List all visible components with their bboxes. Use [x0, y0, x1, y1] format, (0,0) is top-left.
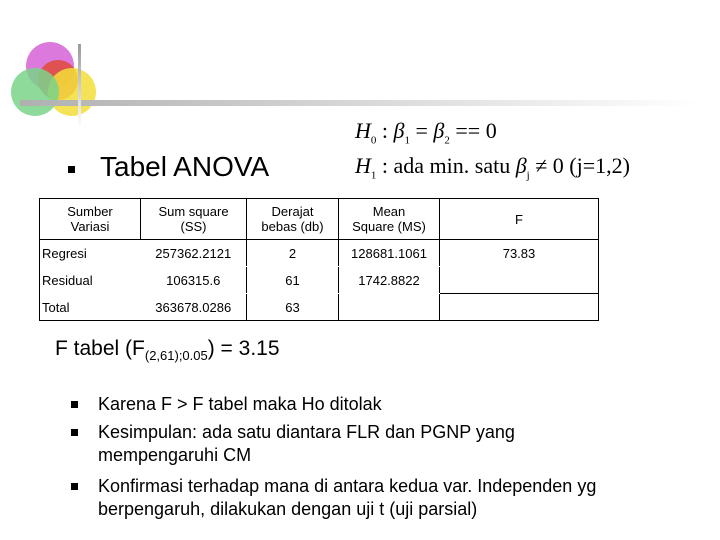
- anova-table: [39, 198, 599, 321]
- row-ms: 128681.1061: [339, 240, 440, 267]
- table-row: [40, 240, 599, 267]
- hypothesis-h1: $H_1$ : ada min. satu $\beta_j \ne 0$ (j=1,2): [355, 153, 630, 182]
- title-bullet-icon: [68, 166, 75, 173]
- header-f: F: [440, 199, 599, 240]
- row-f: [440, 267, 599, 294]
- row-ss: 257362.2121: [155, 245, 232, 261]
- row-ms: 1742.8822: [339, 267, 440, 294]
- slide-decoration: [0, 0, 720, 130]
- row-db: 2: [247, 240, 339, 267]
- hypothesis-h0: $H_0$ : $\beta_1 = \beta_2 == 0$: [355, 118, 497, 147]
- bullet-icon: [71, 483, 78, 490]
- row-ms: [339, 294, 440, 321]
- header-ss: Sum square (SS): [141, 199, 247, 240]
- row-source: Regresi: [40, 240, 141, 267]
- row-f: 73.83: [440, 240, 599, 267]
- table-header-row: [40, 199, 599, 240]
- list-item: Karena F > F tabel maka Ho ditolak: [98, 393, 382, 416]
- header-source: Sumber Variasi: [40, 199, 141, 240]
- slide-title: Tabel ANOVA: [100, 151, 270, 182]
- row-ss: 106315.6: [166, 272, 221, 288]
- bullet-icon: [71, 429, 78, 436]
- list-item: Kesimpulan: ada satu diantara FLR dan PGNP yang mempengaruhi CM: [98, 421, 515, 467]
- logo-circle-green: [11, 68, 59, 116]
- header-vertical-rule: [78, 44, 81, 128]
- header-db: Derajat bebas (db): [247, 199, 339, 240]
- row-source: Total: [40, 294, 141, 321]
- table-row: [40, 294, 599, 321]
- bullet-icon: [71, 401, 78, 408]
- row-db: 61: [247, 267, 339, 294]
- list-item: Konfirmasi terhadap mana di antara kedua var. Independen yg berpengaruh, dilakukan dengan uji t (uji parsial): [98, 475, 596, 521]
- row-source: Residual: [40, 267, 141, 294]
- header-ms: Mean Square (MS): [339, 199, 440, 240]
- header-horizontal-rule: [20, 100, 700, 106]
- row-ss: 363678.0286: [141, 294, 247, 321]
- f-tabel-line: F tabel $(F_{(2,61);0.05}) = 3.15$: [55, 337, 280, 364]
- table-row: [40, 267, 599, 294]
- row-f: [440, 294, 599, 321]
- row-db: 63: [247, 294, 339, 321]
